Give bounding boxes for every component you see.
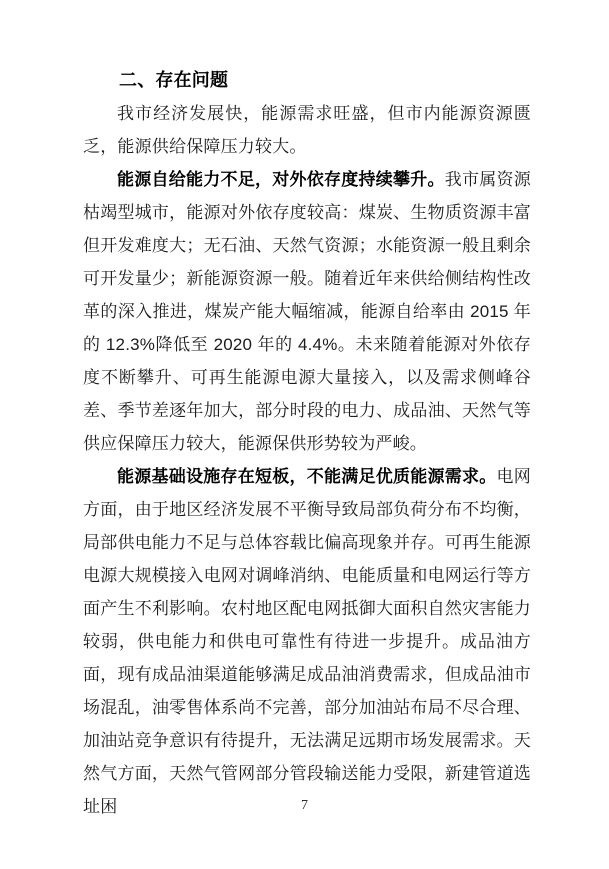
- paragraph-lead-sentence: 能源基础设施存在短板，不能满足优质能源需求。: [117, 467, 497, 486]
- paragraph: [83, 163, 531, 460]
- section-heading: 二、存在问题: [119, 70, 229, 90]
- paragraph-lead-sentence: 能源自给能力不足，对外依存度持续攀升。: [117, 170, 445, 189]
- paragraph: [83, 460, 531, 823]
- document-body: [83, 64, 531, 823]
- paragraph: [83, 97, 531, 163]
- paragraph-text: 我市经济发展快，能源需求旺盛，但市内能源资源匮乏，能源供给保障压力较大。: [83, 104, 531, 156]
- paragraph-text: 电网方面，由于地区经济发展不平衡导致局部负荷分布不均衡，局部供电能力不足与总体容载比偏高现象并存。可再生能源电源大规模接入电网对调峰消纳、电能质量和电网运行等方面产生不利影响。农村地区配电网抵御大面积自然灾害能力较弱，供电能力和供电可靠性有待进一步提升。成品油方面，现有成品油渠道能够满足成品油消费需求，但成品油市场混乱，油零售体系尚不完善，部分加油站布局不尽合理、加油站竞争意识有待提升，无法满足远期市场发展需求。天然气方面，天然气管网部分管段输送能力受限，新建管道选址困: [83, 467, 531, 816]
- paragraph-text: 我市属资源枯竭型城市，能源对外依存度较高：煤炭、生物质资源丰富但开发难度大；无石油、天然气资源；水能资源一般且剩余可开发量少；新能源资源一般。随着近年来供给侧结构性改革的深入推进，煤炭产能大幅缩减，能源自给率由 2015 年的 12.3%降低至 2020 年的 4.4%。未来随着能源对外依存度不断攀升、可再生能源电源大量接入，以及需求侧峰谷差、季节差逐年加大，部分时段的电力、成品油、天然气等供应保障压力较大，能源保供形势较为严峻。: [83, 170, 531, 453]
- page-number: 7: [301, 798, 308, 813]
